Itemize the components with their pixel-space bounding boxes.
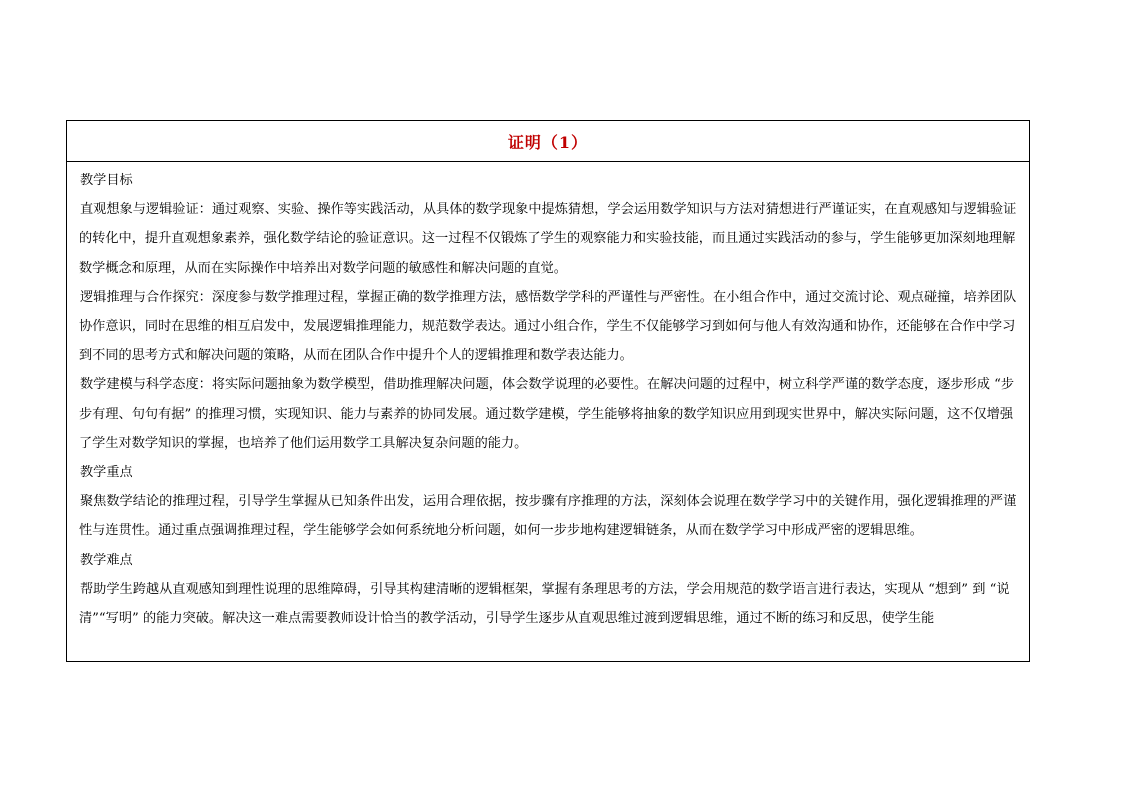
key-points-heading: 教学重点 xyxy=(80,465,133,481)
content-cell xyxy=(67,162,1029,633)
key-points-paragraph: 聚焦数学结论的推理过程，引导学生掌握从已知条件出发，运用合理依据，按步骤有序推理的方法，深刻体会说理在数学学习中的关键作用，强化逻辑推理的严谨性与连贯性。通过重点强调推理过程，学生能够学会如何系统地分析问题，如何一步步地构建逻辑链条，从而在数学学习中形成严密的逻辑思维。 xyxy=(79,494,1017,539)
difficulties-paragraph: 帮助学生跨越从直观感知到理性说理的思维障碍，引导其构建清晰的逻辑框架，掌握有条理思考的方法，学会用规范的数学语言进行表达，实现从 “想到” 到 “说清”“写明” 的能力突破。解决这一难点需要教师设计恰当的教学活动，引导学生逐步从直观思维过渡到逻辑思维，通过不断的练习和反思，使学生能 xyxy=(79,581,1010,627)
page-title: 证明（1） xyxy=(507,132,589,152)
title-row xyxy=(67,121,1029,162)
goals-heading: 教学目标 xyxy=(80,173,133,188)
goal-paragraph-2: 逻辑推理与合作探究：深度参与数学推理过程，掌握正确的数学推理方法，感悟数学学科的严谨性与严密性。在小组合作中，通过交流讨论、观点碰撞，培养团队协作意识，同时在思维的相互启发中，发展逻辑推理能力，规范数学表达。通过小组合作，学生不仅能够学习到如何与他人有效沟通和协作，还能够在合作中学习到不同的思考方式和解决问题的策略，从而在团队合作中提升个人的逻辑推理和数学表达能力。 xyxy=(79,289,1017,364)
difficulties-heading: 教学难点 xyxy=(80,552,133,568)
goal-paragraph-1: 直观想象与逻辑验证：通过观察、实验、操作等实践活动，从具体的数学现象中提炼猜想，学会运用数学知识与方法对猜想进行严谨证实，在直观感知与逻辑验证的转化中，提升直观想象素养，强化数学结论的验证意识。这一过程不仅锻炼了学生的观察能力和实验技能，而且通过实践活动的参与，学生能够更加深刻地理解数学概念和原理，从而在实际操作中培养出对数学问题的敏感性和解决问题的直觉。 xyxy=(79,202,1017,276)
lesson-plan-table xyxy=(66,120,1030,662)
goal-paragraph-3: 数学建模与科学态度：将实际问题抽象为数学模型，借助推理解决问题，体会数学说理的必要性。在解决问题的过程中，树立科学严谨的数学态度，逐步形成 “步步有理、句句有据” 的推理习惯，实现知识、能力与素养的协同发展。通过数学建模，学生能够将抽象的数学知识应用到现实世界中，解决实际问题，这不仅增强了学生对数学知识的掌握，也培养了他们运用数学工具解决复杂问题的能力。 xyxy=(79,377,1015,451)
